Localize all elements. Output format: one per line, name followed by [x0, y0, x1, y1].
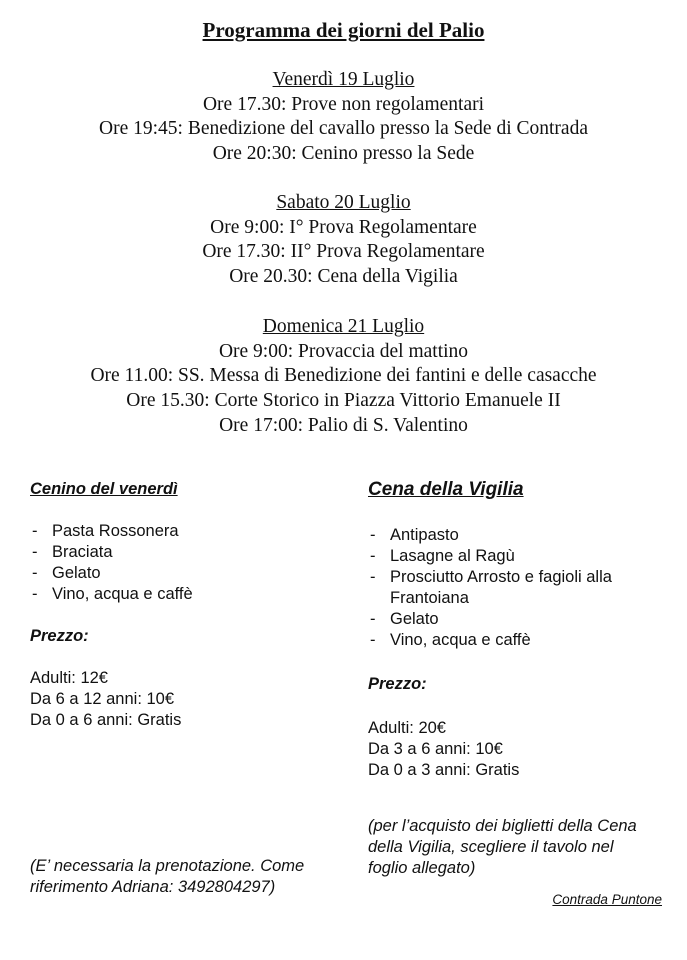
- program-day-saturday: [0, 191, 687, 290]
- note-line: foglio allegato): [368, 859, 476, 877]
- menu-item: - Antipasto: [368, 525, 678, 546]
- cenino-price-heading: Prezzo:: [30, 627, 89, 645]
- cenino-section: [30, 479, 340, 731]
- event-line: Ore 17:00: Palio di S. Valentino: [219, 414, 468, 436]
- menu-item: - Prosciutto Arrosto e fagioli alla Frantoiana: [368, 567, 678, 609]
- note-line: (E’ necessaria la prenotazione. Come: [30, 857, 305, 875]
- page-title: Programma dei giorni del Palio: [202, 18, 485, 42]
- cena-note: [368, 816, 678, 879]
- menu-item: - Pasta Rossonera: [30, 521, 340, 542]
- price-line: Da 0 a 3 anni: Gratis: [368, 761, 520, 779]
- cenino-note: [30, 856, 350, 898]
- cena-heading: Cena della Vigilia: [368, 479, 524, 500]
- event-line: Ore 17.30: Prove non regolamentari: [202, 93, 485, 115]
- event-line: Ore 9:00: I° Prova Regolamentare: [210, 216, 477, 238]
- price-line: Da 0 a 6 anni: Gratis: [30, 711, 182, 729]
- program-day-friday: [0, 68, 687, 167]
- price-line: Adulti: 20€: [368, 719, 446, 737]
- menu-item: - Lasagne al Ragù: [368, 546, 678, 567]
- event-line: Ore 17.30: II° Prova Regolamentare: [202, 241, 485, 263]
- event-line: Ore 15.30: Corte Storico in Piazza Vittorio Emanuele II: [126, 390, 561, 412]
- event-line: Ore 19:45: Benedizione del cavallo presso la Sede di Contrada: [99, 118, 588, 140]
- cena-section: [368, 479, 678, 781]
- menu-item: - Vino, acqua e caffè: [368, 630, 678, 651]
- price-line: Adulti: 12€: [30, 669, 108, 687]
- day-heading: Domenica 21 Luglio: [262, 316, 425, 337]
- menu-item: - Vino, acqua e caffè: [30, 584, 340, 605]
- menu-item: - Braciata: [30, 542, 340, 563]
- price-line: Da 6 a 12 anni: 10€: [30, 690, 175, 708]
- program-day-sunday: [0, 315, 687, 439]
- footer-signature: Contrada Puntone: [552, 892, 662, 907]
- note-line: della Vigilia, scegliere il tavolo nel: [368, 838, 614, 856]
- cenino-heading: Cenino del venerdì: [30, 480, 178, 498]
- event-line: Ore 9:00: Provaccia del mattino: [218, 340, 469, 362]
- cena-menu: [368, 525, 678, 651]
- cenino-menu: [30, 521, 340, 605]
- menu-item: - Gelato: [368, 609, 678, 630]
- event-line: Ore 20.30: Cena della Vigilia: [229, 266, 458, 288]
- note-line: (per l’acquisto dei biglietti della Cena: [368, 817, 637, 835]
- price-line: Da 3 a 6 anni: 10€: [368, 740, 503, 758]
- event-line: Ore 20:30: Cenino presso la Sede: [212, 143, 475, 165]
- cena-price-heading: Prezzo:: [368, 675, 427, 693]
- menu-item: - Gelato: [30, 563, 340, 584]
- day-heading: Sabato 20 Luglio: [276, 192, 411, 213]
- event-line: Ore 11.00: SS. Messa di Benedizione dei fantini e delle casacche: [90, 365, 597, 387]
- day-heading: Venerdì 19 Luglio: [272, 69, 415, 90]
- note-line: riferimento Adriana: 3492804297): [30, 878, 276, 896]
